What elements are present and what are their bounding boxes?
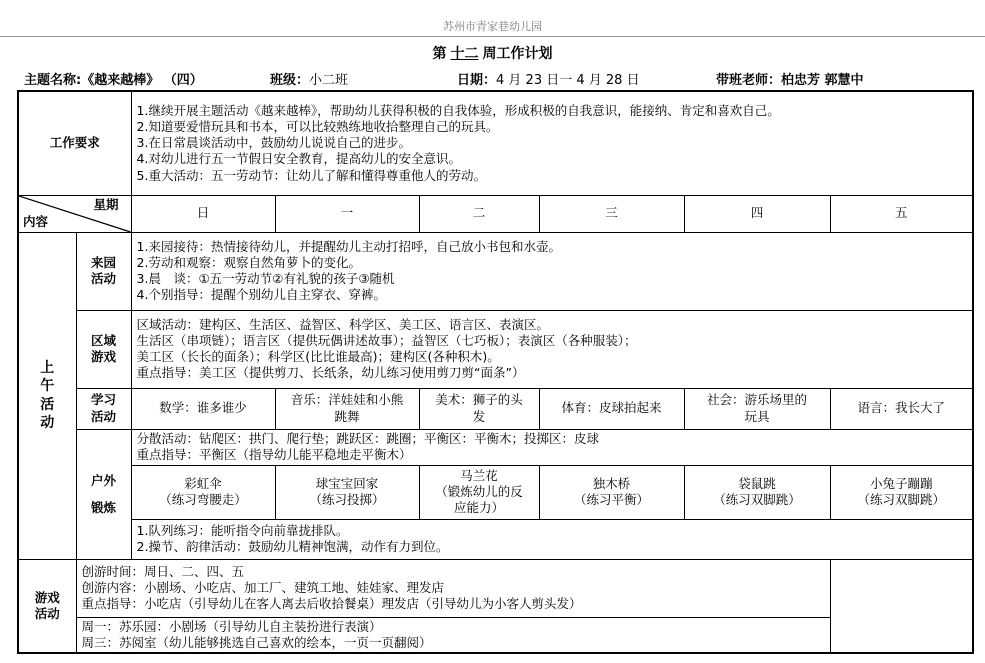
outdoor-wednesday <box>539 465 684 519</box>
outdoor-game: 彩虹伞 <box>184 475 222 491</box>
learning-thursday <box>684 388 830 429</box>
morning-char: 上 <box>40 360 55 377</box>
title-prefix: 第 <box>432 46 447 62</box>
games-line: 创游内容：小剧场、小吃店、加工厂、建筑工地、娃娃家、理发店 <box>81 579 445 595</box>
arrival-label <box>76 232 131 310</box>
day-tuesday: 二 <box>419 195 539 232</box>
date-info <box>457 69 640 88</box>
outdoor-bottom-row <box>18 519 973 559</box>
teacher-label: 带班老师： <box>716 73 782 88</box>
requirements-content <box>131 91 973 195</box>
outdoor-game: 小兔子蹦蹦 <box>870 475 933 491</box>
outdoor-line: 分散活动：钻爬区：拱门、爬行垫；跳跃区：跳圈；平衡区：平衡木；投掷区：皮球 <box>136 430 600 446</box>
games-line: 周三：苏阅室（幼儿能够挑选自己喜欢的绘本，一页一页翻阅） <box>81 634 432 650</box>
area-line: 生活区（串项链）；语言区（提供玩偶讲述故事）；益智区（七巧板）；表演区（各种服装）； <box>136 332 637 348</box>
outdoor-sunday <box>131 465 275 519</box>
outdoor-label <box>76 429 131 559</box>
outdoor-label-part: 户外 <box>91 472 117 488</box>
requirement-item: 4.对幼儿进行五一节假日安全教育，提高幼儿的安全意识。 <box>136 151 461 167</box>
learning-text: 体育：皮球拍起来 <box>561 400 662 416</box>
learning-text: 语言：我长大了 <box>857 400 946 416</box>
outdoor-game: （练习双脚跳） <box>713 492 801 507</box>
outdoor-monday <box>275 465 419 519</box>
outdoor-game: 袋鼠跳 <box>738 475 776 491</box>
games-label <box>18 559 76 653</box>
games-label-part: 游戏 <box>34 589 60 605</box>
class-label: 班级： <box>270 73 310 88</box>
outdoor-label-part: 锻炼 <box>91 500 117 515</box>
arrival-line: 1.来园接待：热情接待幼儿，并提醒幼儿主动打招呼，自己放小书包和水壶。 <box>136 238 561 254</box>
arrival-label-part: 来园 <box>91 254 117 270</box>
games-label-part: 活动 <box>34 605 60 621</box>
morning-activities-label <box>18 232 76 559</box>
arrival-line: 3.晨 谈：①五一劳动节②有礼貌的孩子③随机 <box>136 271 395 286</box>
requirement-item: 2.知道要爱惜玩具和书本，可以比较熟练地收拾整理自己的玩具。 <box>136 118 499 134</box>
date-label: 日期： <box>457 73 497 88</box>
requirement-item: 1.继续开展主题活动《越来越棒》，帮助幼儿获得积极的自我体验，形成积极的自我意识，能接纳、肯定和喜欢自己。 <box>136 102 780 118</box>
title-suffix: 周工作计划 <box>482 46 553 62</box>
learning-text: 跳舞 <box>334 408 360 424</box>
class-info <box>270 69 348 88</box>
teacher-value: 柏忠芳 郭慧中 <box>781 73 864 88</box>
arrival-line: 4.个别指导：提醒个别幼儿自主穿衣、穿裤。 <box>136 287 386 303</box>
area-line: 区域活动：建构区、生活区、益智区、科学区、美工区、语言区、表演区。 <box>136 316 550 332</box>
area-label-part: 区域 <box>91 332 117 348</box>
learning-text: 玩具 <box>744 408 770 424</box>
outdoor-scattered <box>131 429 973 465</box>
arrival-line: 2.劳动和观察：观察自然角萝卜的变化。 <box>136 254 361 270</box>
morning-char: 动 <box>40 414 55 431</box>
day-monday: 一 <box>275 195 419 232</box>
school-name: 苏州市青家巷幼儿园 <box>443 20 542 33</box>
requirements-row <box>18 91 973 195</box>
games-line: 重点指导：小吃店（引导幼儿在客人离去后收拾餐桌）理发店（引导幼儿为小客人剪头发） <box>81 596 582 612</box>
learning-text: 数学：谁多谁少 <box>159 400 247 416</box>
learning-label-part: 活动 <box>91 408 117 424</box>
learning-label-part: 学习 <box>91 392 117 408</box>
outdoor-game: （锻炼幼儿的反 <box>435 483 523 499</box>
outdoor-game: 独木桥 <box>592 475 631 491</box>
arrival-row <box>18 232 973 310</box>
learning-text: 社会：游乐场里的 <box>707 392 808 408</box>
arrival-label-part: 活动 <box>91 271 117 286</box>
corner-content-label: 内容 <box>23 214 49 230</box>
area-label-part: 游戏 <box>91 349 117 364</box>
area-line: 美工区（长长的面条）；科学区(比比谁最高)；建构区(各种积木)。 <box>136 349 500 364</box>
outdoor-line: 2.操节、韵律活动：鼓励幼儿精神饱满，动作有力到位。 <box>136 539 449 554</box>
theme-label: 主题名称: <box>24 73 82 88</box>
games-row-2 <box>18 617 973 653</box>
requirement-item: 5.重大活动：五一劳动节：让幼儿了解和懂得尊重他人的劳动。 <box>136 167 486 183</box>
games-schedule <box>76 617 830 653</box>
learning-tuesday <box>419 388 539 429</box>
outdoor-line: 1.队列练习：能听指令向前靠拢排队。 <box>136 522 349 538</box>
requirements-label: 工作要求 <box>18 91 131 195</box>
header-divider <box>0 36 985 37</box>
outdoor-tuesday <box>419 465 539 519</box>
area-line: 重点指导：美工区（提供剪刀、长纸条，幼儿练习使用剪刀剪“面条”） <box>136 365 525 381</box>
work-plan-table <box>17 90 974 654</box>
teacher-info <box>716 69 864 88</box>
class-value: 小二班 <box>309 73 349 88</box>
week-number: 十二 <box>450 46 479 62</box>
outdoor-friday <box>830 465 973 519</box>
outdoor-game: （练习投掷） <box>309 492 385 507</box>
games-line: 周一：苏乐园：小剧场（引导幼儿自主装扮进行表演） <box>81 618 382 634</box>
outdoor-drills <box>131 519 973 559</box>
games-line: 创游时间：周日、二、四、五 <box>81 563 245 579</box>
day-thursday: 四 <box>684 195 830 232</box>
morning-char: 午 <box>40 378 55 395</box>
learning-row <box>18 388 973 429</box>
outdoor-thursday <box>684 465 830 519</box>
games-creative <box>76 559 830 617</box>
page-title <box>0 43 985 63</box>
learning-monday <box>275 388 419 429</box>
morning-char: 活 <box>40 396 55 413</box>
date-value: 4 月 23 日一 4 月 28 日 <box>496 73 640 88</box>
outdoor-top-row <box>18 429 973 465</box>
learning-friday <box>830 388 973 429</box>
corner-cell <box>18 195 131 232</box>
learning-text: 发 <box>472 408 486 424</box>
learning-text: 美术：狮子的头 <box>435 392 523 408</box>
arrival-content <box>131 232 973 310</box>
outdoor-game: 球宝宝回家 <box>315 475 379 491</box>
corner-weekday-label: 星期 <box>93 196 119 212</box>
outdoor-game: 应能力） <box>454 500 505 516</box>
area-games-content <box>131 310 973 388</box>
learning-wednesday <box>539 388 684 429</box>
day-wednesday: 三 <box>539 195 684 232</box>
weekday-row <box>18 195 973 232</box>
day-friday: 五 <box>830 195 973 232</box>
theme-value: 《越来越棒》 （四） <box>81 73 203 88</box>
learning-sunday <box>131 388 275 429</box>
outdoor-line: 重点指导：平衡区（指导幼儿能平稳地走平衡木） <box>136 447 412 462</box>
outdoor-game: 马兰花 <box>460 467 498 483</box>
outdoor-game: （练习平衡） <box>574 492 650 507</box>
theme-name <box>24 69 203 88</box>
outdoor-game: （练习双脚跳） <box>857 492 946 507</box>
day-sunday: 日 <box>131 195 275 232</box>
area-games-row <box>18 310 973 388</box>
outdoor-games-row <box>18 465 973 519</box>
games-row-1 <box>18 559 973 617</box>
learning-text: 音乐：洋娃娃和小熊 <box>290 392 404 408</box>
area-games-label <box>76 310 131 388</box>
requirement-item: 3.在日常晨谈活动中，鼓励幼儿说说自己的进步。 <box>136 135 411 151</box>
learning-label <box>76 388 131 429</box>
outdoor-game: （练习弯腰走） <box>159 492 247 507</box>
